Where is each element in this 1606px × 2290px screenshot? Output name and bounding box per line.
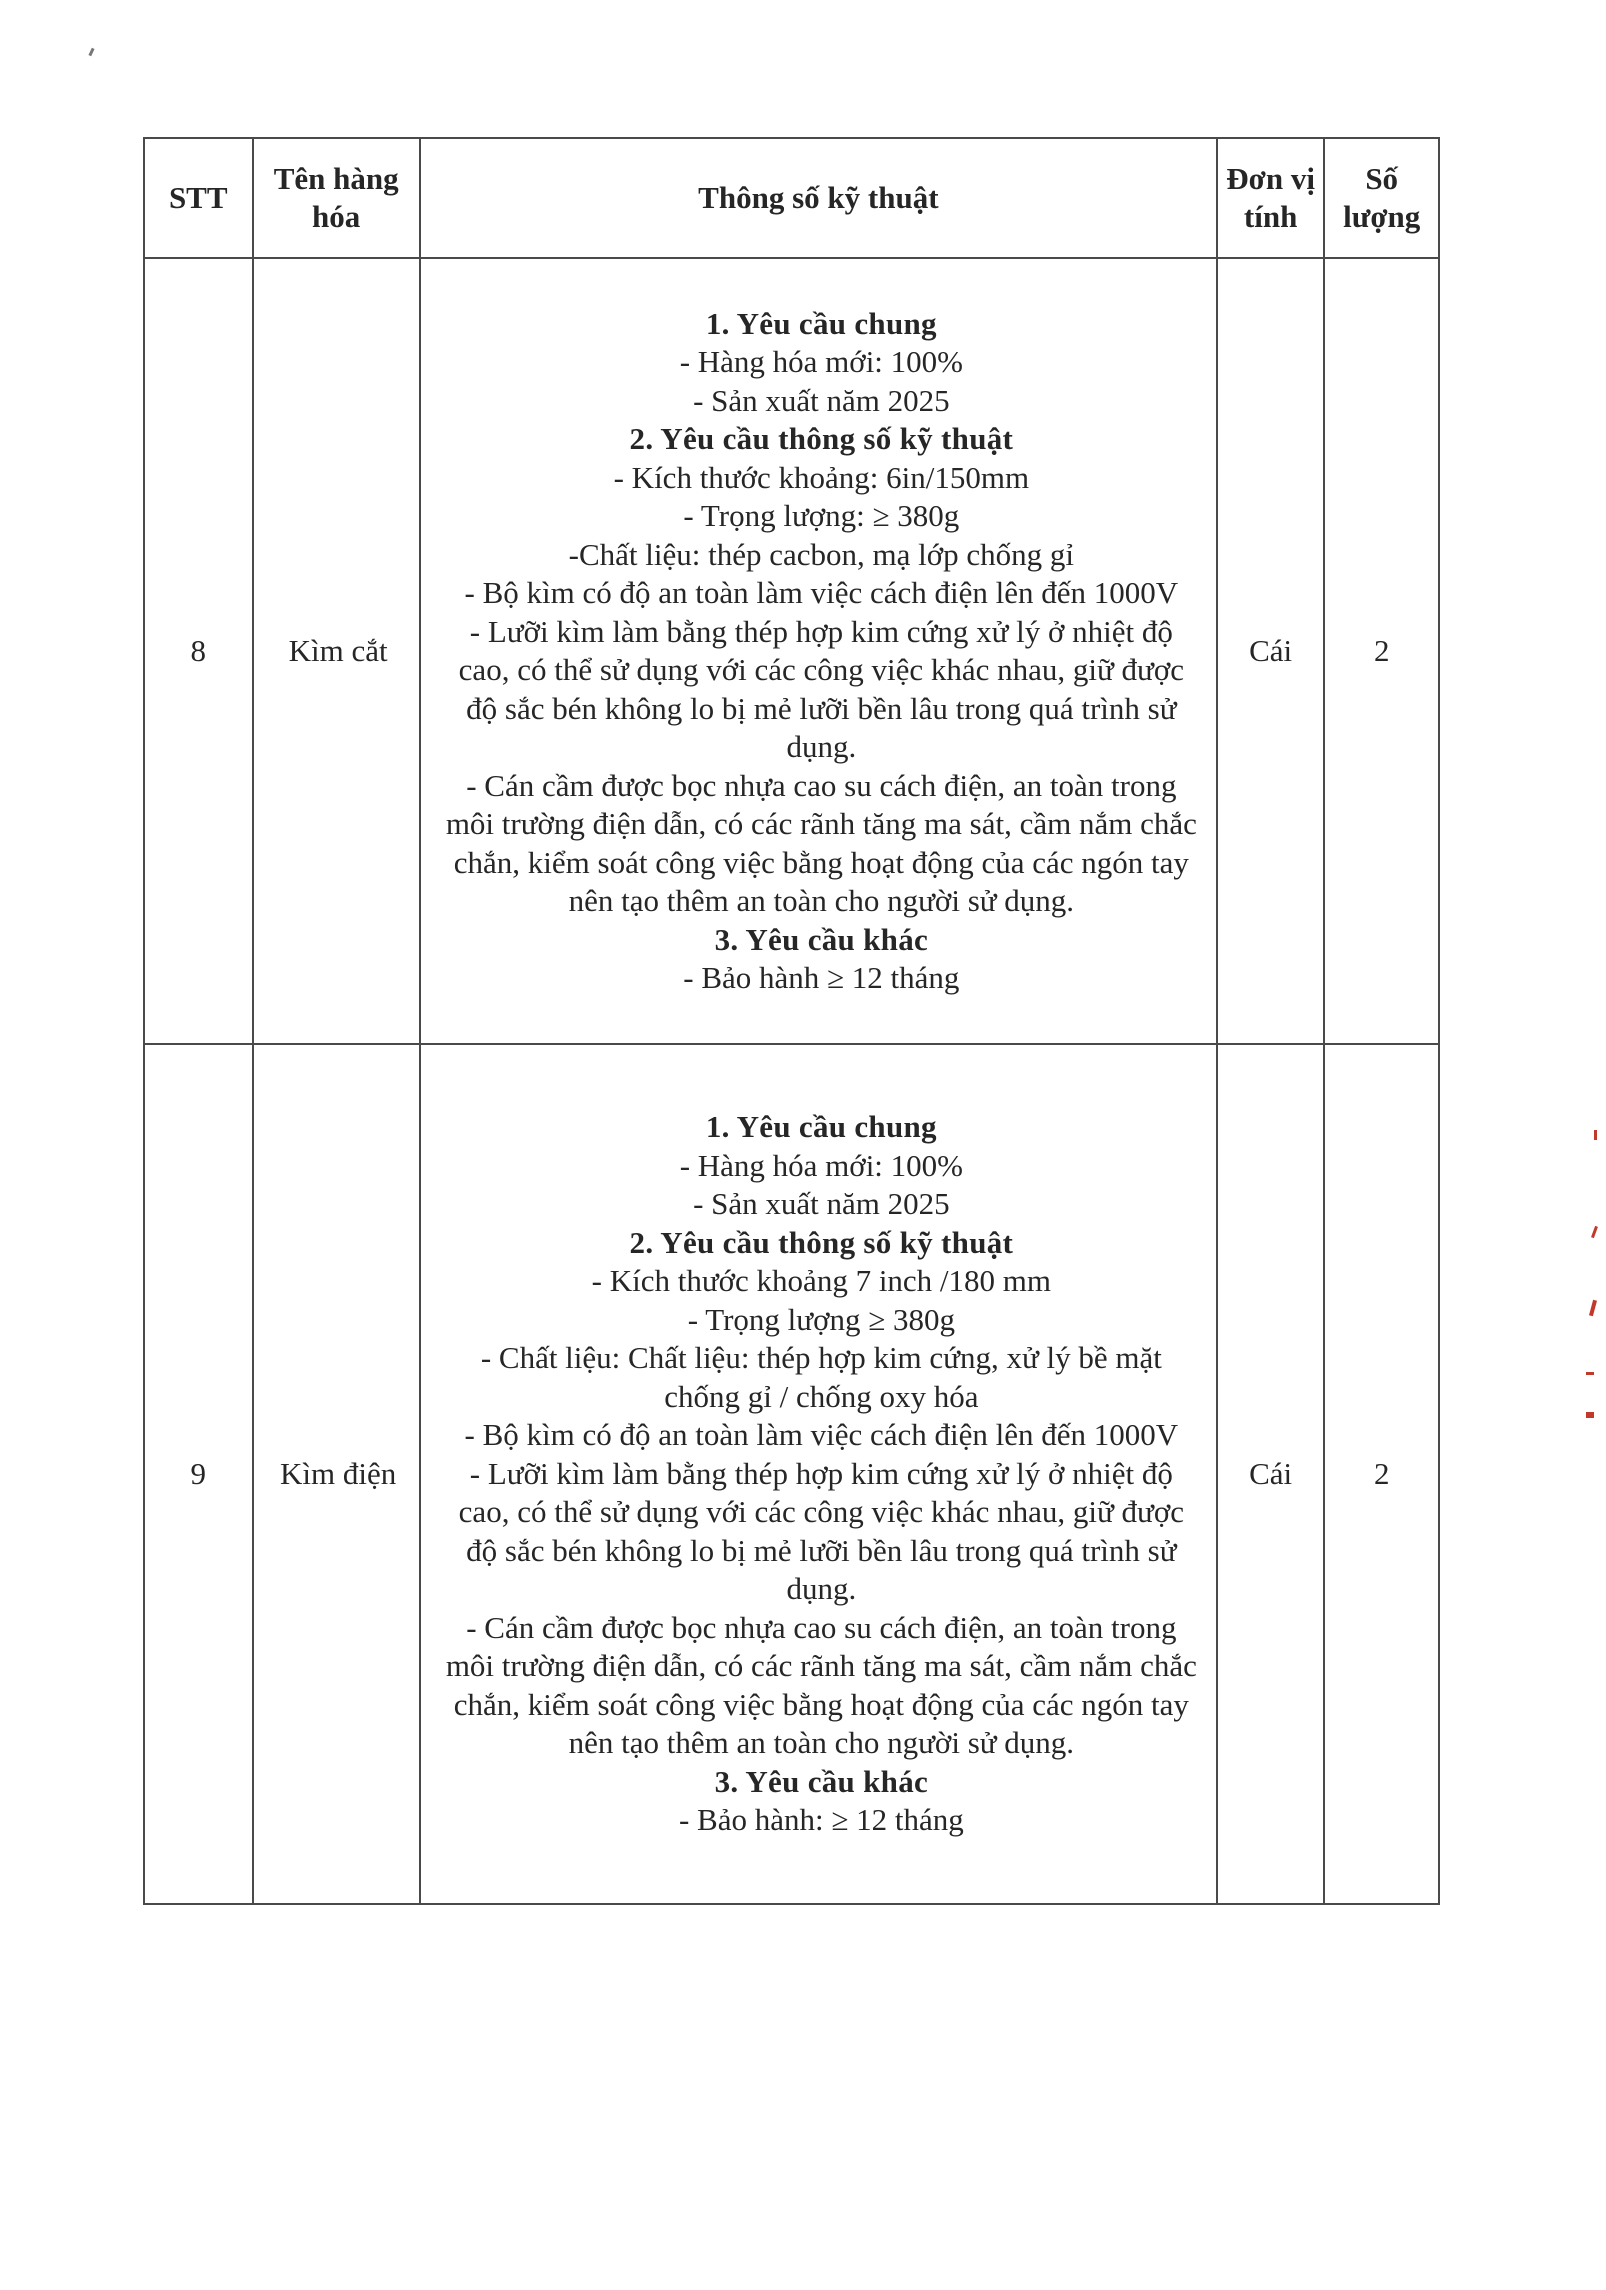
row-specification xyxy=(420,1044,1217,1904)
stamp-edge-mark xyxy=(1586,1372,1594,1375)
spec-line: - Sản xuất năm 2025 xyxy=(693,1186,950,1222)
row-stt: 9 xyxy=(144,1044,253,1904)
spec-heading: 3. Yêu cầu khác xyxy=(714,921,929,957)
spec-line: - Chất liệu: Chất liệu: thép hợp kim cứng, xử lý bề mặt chống gỉ / chống oxy hóa xyxy=(480,1340,1162,1414)
spec-line: - Lưỡi kìm làm bằng thép hợp kim cứng xử lý ở nhiệt độ cao, có thể sử dụng với các công việc khác nhau, giữ được độ sắc bén không lo bị mẻ lưỡi bền lâu trong quá trình sử dụng. xyxy=(458,613,1185,764)
spec-line: - Trọng lượng: ≥ 380g xyxy=(683,498,960,533)
stamp-edge-mark xyxy=(1586,1412,1594,1418)
row-unit: Cái xyxy=(1217,1044,1324,1904)
stamp-edge-mark xyxy=(1594,1130,1597,1140)
header-item-name: Tên hàng hóa xyxy=(253,138,420,258)
header-quantity: Số lượng xyxy=(1324,138,1439,258)
spec-line: - Kích thước khoảng: 6in/150mm xyxy=(613,459,1030,495)
spec-line: - Kích thước khoảng 7 inch /180 mm xyxy=(591,1263,1052,1299)
spec-line: - Cán cầm được bọc nhựa cao su cách điện, an toàn trong môi trường điện dẫn, có các rãnh tăng ma sát, cầm nắm chắc chắn, kiểm soát công việc bằng hoạt động của các ngón tay nên tạo thêm an toàn cho người sử dụng. xyxy=(445,1609,1197,1761)
row-specification xyxy=(420,258,1217,1044)
spec-heading: 3. Yêu cầu khác xyxy=(714,1763,929,1799)
spec-line: - Bảo hành ≥ 12 tháng xyxy=(683,960,960,995)
table-row xyxy=(144,258,1439,1044)
header-stt: STT xyxy=(144,138,253,258)
header-unit: Đơn vị tính xyxy=(1217,138,1324,258)
spec-line: - Lưỡi kìm làm bằng thép hợp kim cứng xử lý ở nhiệt độ cao, có thể sử dụng với các công việc khác nhau, giữ được độ sắc bén không lo bị mẻ lưỡi bền lâu trong quá trình sử dụng. xyxy=(458,1455,1185,1607)
row-item-name: Kìm điện xyxy=(253,1044,420,1904)
row-item-name: Kìm cắt xyxy=(253,258,420,1044)
stamp-edge-mark xyxy=(1589,1300,1597,1316)
spec-heading: 1. Yêu cầu chung xyxy=(705,1109,937,1145)
spec-line: - Bộ kìm có độ an toàn làm việc cách điện lên đến 1000V xyxy=(464,1417,1179,1453)
spec-heading: 1. Yêu cầu chung xyxy=(705,305,937,341)
scan-speck xyxy=(88,48,94,57)
spec-line: - Hàng hóa mới: 100% xyxy=(679,1147,963,1183)
spec-line: - Trọng lượng ≥ 380g xyxy=(687,1301,955,1337)
spec-line: -Chất liệu: thép cacbon, mạ lớp chống gỉ xyxy=(568,536,1075,572)
stamp-edge-mark xyxy=(1591,1226,1598,1238)
spec-line: - Bộ kìm có độ an toàn làm việc cách điện lên đến 1000V xyxy=(464,575,1179,610)
header-specification: Thông số kỹ thuật xyxy=(420,138,1217,258)
spec-heading: 2. Yêu cầu thông số kỹ thuật xyxy=(629,1224,1014,1260)
row-quantity: 2 xyxy=(1324,258,1439,1044)
spec-line: - Cán cầm được bọc nhựa cao su cách điện, an toàn trong môi trường điện dẫn, có các rãnh tăng ma sát, cầm nắm chắc chắn, kiểm soát công việc bằng hoạt động của các ngón tay nên tạo thêm an toàn cho người sử dụng. xyxy=(445,767,1197,918)
spec-heading: 2. Yêu cầu thông số kỹ thuật xyxy=(629,421,1014,456)
table-row xyxy=(144,1044,1439,1904)
row-unit: Cái xyxy=(1217,258,1324,1044)
row-stt: 8 xyxy=(144,258,253,1044)
spec-line: - Sản xuất năm 2025 xyxy=(693,382,950,418)
spec-line: - Hàng hóa mới: 100% xyxy=(679,344,963,379)
table-header-row xyxy=(144,138,1439,258)
row-quantity: 2 xyxy=(1324,1044,1439,1904)
specification-table xyxy=(143,137,1440,1905)
spec-line: - Bảo hành: ≥ 12 tháng xyxy=(678,1802,964,1838)
